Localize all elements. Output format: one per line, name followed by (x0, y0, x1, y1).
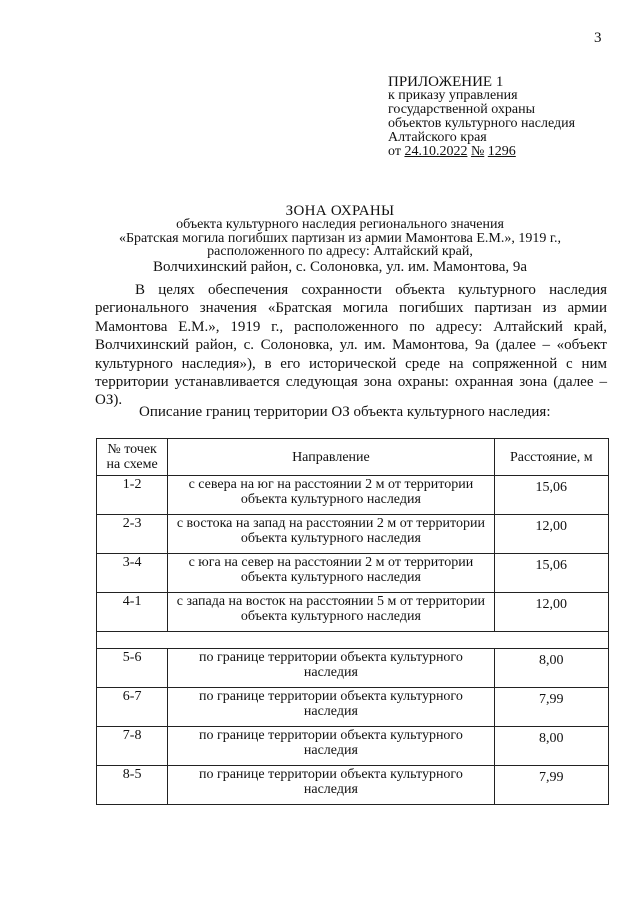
subtitle-line: Волчихинский район, с. Солоновка, ул. им. Мамонтова, 9а (152, 258, 528, 275)
cell-points: 2-3 (97, 515, 168, 554)
subtitle-line: расположенного по адресу: Алтайский край, (207, 244, 473, 259)
table-row (97, 515, 609, 554)
table-caption: Описание границ территории ОЗ объекта культурного наследия: (139, 404, 551, 420)
appendix-line: объектов культурного наследия (388, 116, 576, 131)
appendix-date-prefix: от (388, 144, 401, 159)
cell-direction: по границе территории объекта культурного наследия (168, 649, 494, 688)
appendix-number: 1296 (487, 144, 516, 159)
table-row (97, 649, 609, 688)
cell-direction: по границе территории объекта культурного наследия (168, 766, 494, 805)
cell-direction: с севера на юг на расстоянии 2 м от территории объекта культурного наследия (168, 476, 494, 515)
cell-distance: 7,99 (494, 688, 608, 727)
appendix-heading: ПРИЛОЖЕНИЕ 1 (388, 74, 504, 90)
appendix-date: 24.10.2022 (404, 144, 468, 159)
table-row (97, 554, 609, 593)
cell-direction: с юга на север на расстоянии 2 м от территории объекта культурного наследия (168, 554, 494, 593)
page-number: 3 (594, 30, 602, 46)
cell-direction: по границе территории объекта культурного наследия (168, 688, 494, 727)
cell-distance: 8,00 (494, 649, 608, 688)
appendix-line: Алтайского края (388, 130, 487, 145)
cell-direction: по границе территории объекта культурного наследия (168, 727, 494, 766)
body-paragraph: В целях обеспечения сохранности объекта культурного наследия регионального значения «Братская могила погибших партизан из армии Мамонтова Е.М.», 1919 г., расположенного по адресу: Алтайский край, Волчихинский район, с. Солоновка, ул. им. Мамонтова, 9а (далее – «объект культурного наследия»), в его исторической среде на сопряженной с ним территории устанавливается следующая зона охраны: охранная зона (далее – ОЗ). (95, 282, 607, 409)
header-points-line1: № точек (107, 442, 157, 457)
cell-points: 4-1 (97, 593, 168, 632)
cell-distance: 15,06 (494, 476, 608, 515)
table-row (97, 688, 609, 727)
cell-distance: 12,00 (494, 593, 608, 632)
table-row (97, 766, 609, 805)
cell-distance: 15,06 (494, 554, 608, 593)
appendix-date-line (388, 145, 628, 159)
cell-points: 3-4 (97, 554, 168, 593)
table-row (97, 476, 609, 515)
cell-points: 6-7 (97, 688, 168, 727)
boundary-table (96, 438, 609, 805)
cell-points: 1-2 (97, 476, 168, 515)
appendix-number-sign: № (470, 144, 485, 159)
cell-direction: с востока на запад на расстоянии 2 м от территории объекта культурного наследия (168, 515, 494, 554)
cell-points: 8-5 (97, 766, 168, 805)
header-points (97, 439, 168, 476)
header-direction: Направление (168, 439, 494, 476)
table-row (97, 593, 609, 632)
document-subtitle (60, 218, 620, 276)
document-title: ЗОНА ОХРАНЫ (285, 203, 395, 219)
cell-distance: 12,00 (494, 515, 608, 554)
cell-distance: 7,99 (494, 766, 608, 805)
header-points-line2: на схеме (106, 457, 158, 472)
appendix-line: к приказу управления (388, 88, 518, 103)
subtitle-line: «Братская могила погибших партизан из армии Мамонтова Е.М.», 1919 г., (118, 230, 562, 246)
table-header-row (97, 439, 609, 476)
cell-direction: с запада на восток на расстоянии 5 м от территории объекта культурного наследия (168, 593, 494, 632)
subtitle-line: объекта культурного наследия регионального значения (176, 217, 504, 232)
table-spacer-row (97, 632, 609, 649)
cell-points: 5-6 (97, 649, 168, 688)
cell-points: 7-8 (97, 727, 168, 766)
spacer-cell (97, 632, 609, 649)
appendix-block (388, 75, 628, 159)
appendix-line: государственной охраны (388, 102, 536, 117)
header-distance: Расстояние, м (494, 439, 608, 476)
table-row (97, 727, 609, 766)
cell-distance: 8,00 (494, 727, 608, 766)
